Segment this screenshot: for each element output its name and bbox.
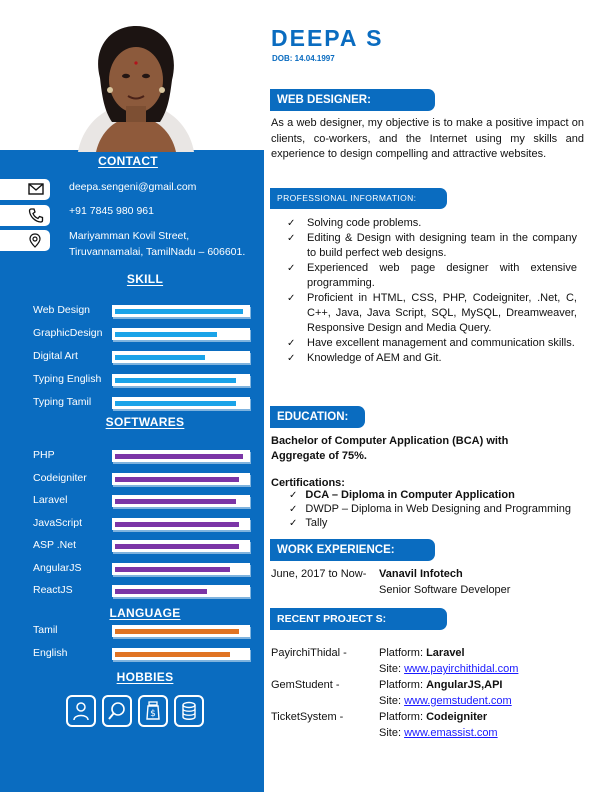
phone-icon-tab	[0, 205, 50, 226]
work-period: June, 2017 to Now-	[271, 568, 367, 580]
phone-icon	[28, 208, 44, 223]
skill-bar-fill	[115, 309, 243, 314]
sidebar	[0, 0, 264, 792]
site-link[interactable]: www.gemstudent.com	[404, 695, 512, 707]
objective-text: As a web designer, my objective is to make a positive impact on clients, co-workers, and the Internet using my skills and experience to design compelling and attractive websites.	[271, 117, 584, 160]
skill-bar-fill	[115, 355, 205, 360]
platform-value: Laravel	[426, 647, 465, 659]
project-site	[379, 727, 498, 739]
project-name: GemStudent -	[271, 679, 340, 691]
software-bar-fill	[115, 477, 239, 482]
software-bar-fill	[115, 589, 207, 594]
language-heading: LANGUAGE	[109, 606, 181, 620]
location-icon-tab	[0, 230, 50, 251]
address-line-2: Tiruvannamalai, TamilNadu – 606601.	[69, 245, 246, 258]
database-icon	[179, 701, 199, 721]
skill-label: Typing Tamil	[33, 396, 92, 408]
project-site	[379, 695, 512, 707]
project-name: TicketSystem -	[271, 711, 344, 723]
softwares-heading: SOFTWARES	[105, 415, 185, 429]
contact-address	[69, 229, 245, 260]
education-heading: EDUCATION:	[270, 406, 365, 428]
skill-bar-fill	[115, 332, 217, 337]
software-label: ASP .Net	[33, 539, 76, 551]
software-bar-fill	[115, 499, 236, 504]
skill-bar-fill	[115, 378, 236, 383]
degree-line-2: Aggregate of 75%.	[271, 450, 367, 462]
software-label: Codeigniter	[33, 471, 87, 484]
site-link[interactable]: www.payirchithidal.com	[404, 663, 519, 675]
skill-bar	[112, 351, 250, 363]
project-platform	[379, 647, 465, 659]
svg-text:$: $	[150, 709, 156, 719]
search-icon	[107, 701, 127, 721]
checkmark-icon: ✓	[289, 518, 298, 529]
work-role: Senior Software Developer	[379, 584, 511, 596]
site-label: Site:	[379, 663, 405, 675]
skill-bar	[112, 328, 250, 340]
hobby-search	[102, 695, 132, 727]
software-bar	[112, 495, 250, 507]
professional-point: ✓ Proficient in HTML, CSS, PHP, Codeigniter, .Net, C, C++, Java, Java Script, SQL, MySQL, Dreamweaver, Responsive Design and Media Query.	[287, 291, 577, 336]
language-bar	[112, 648, 250, 660]
software-bar	[112, 518, 250, 530]
work-company: Vanavil Infotech	[379, 568, 463, 580]
person-icon	[71, 701, 91, 721]
language-bar-fill	[115, 652, 230, 657]
platform-label: Platform:	[379, 647, 427, 659]
money-jar-icon	[143, 701, 163, 721]
skill-bar	[112, 374, 250, 386]
contact-email[interactable]: deepa.sengeni@gmail.com	[69, 181, 197, 193]
site-label: Site:	[379, 727, 405, 739]
professional-point: ✓ Editing & Design with designing team in the company to build perfect web designs.	[287, 231, 577, 261]
professional-heading: PROFESSIONAL INFORMATION:	[270, 188, 447, 209]
skill-label: Digital Art	[33, 350, 78, 362]
language-label: Tamil	[33, 624, 58, 636]
site-label: Site:	[379, 695, 405, 707]
skill-bar	[112, 305, 250, 317]
language-label: English	[33, 647, 68, 659]
language-bar	[112, 625, 250, 637]
profile-photo	[60, 18, 210, 152]
software-label: PHP	[33, 449, 55, 461]
hobby-money	[138, 695, 168, 727]
project-name: PayirchiThidal -	[271, 647, 347, 659]
language-bar-fill	[115, 629, 239, 634]
date-of-birth: DOB: 14.04.1997	[272, 54, 335, 63]
skill-label: GraphicDesign	[33, 327, 103, 339]
checkmark-icon: ✓	[289, 504, 298, 515]
software-label: Laravel	[33, 494, 68, 506]
skill-bar-fill	[115, 401, 236, 406]
site-link[interactable]: www.emassist.com	[404, 727, 498, 739]
skill-label: Web Design	[33, 304, 91, 316]
professional-list	[287, 216, 577, 366]
professional-point: ✓ Solving code problems.	[287, 216, 577, 231]
project-platform	[379, 679, 502, 691]
project-platform	[379, 711, 487, 723]
certification-text: DCA – Diploma in Computer Application	[305, 489, 515, 501]
platform-value: Codeigniter	[426, 711, 488, 723]
projects-heading: RECENT PROJECT S:	[270, 608, 447, 630]
platform-label: Platform:	[379, 679, 427, 691]
software-bar	[112, 540, 250, 552]
skill-heading: SKILL	[126, 272, 164, 286]
platform-label: Platform:	[379, 711, 427, 723]
email-icon-tab	[0, 179, 50, 200]
hobbies-heading: HOBBIES	[116, 670, 174, 684]
software-bar	[112, 585, 250, 597]
checkmark-icon: ✓	[289, 490, 298, 501]
software-label: JavaScript	[33, 516, 83, 529]
professional-point: ✓ Have excellent management and communication skills.	[287, 336, 577, 351]
software-bar	[112, 563, 250, 575]
contact-phone[interactable]: +91 7845 980 961	[69, 205, 154, 217]
professional-point: ✓ Experienced web page designer with extensive programming.	[287, 261, 577, 291]
certification-item	[289, 517, 327, 529]
certification-text: Tally	[305, 517, 328, 529]
work-heading: WORK EXPERIENCE:	[270, 539, 435, 561]
software-bar-fill	[115, 544, 239, 549]
certification-text: DWDP – Diploma in Web Designing and Programming	[305, 503, 571, 515]
hobby-person	[66, 695, 96, 727]
certification-item	[289, 503, 571, 515]
web-designer-heading: WEB DESIGNER:	[270, 89, 435, 111]
software-bar-fill	[115, 522, 239, 527]
project-site	[379, 663, 518, 675]
software-bar-fill	[115, 567, 230, 572]
certification-item	[289, 489, 515, 501]
software-label: AngularJS	[33, 561, 82, 574]
address-line-1: Mariyamman Kovil Street,	[69, 230, 190, 242]
professional-point: ✓ Knowledge of AEM and Git.	[287, 351, 577, 366]
contact-heading: CONTACT	[98, 154, 158, 168]
skill-label: Typing English	[33, 373, 102, 385]
software-bar	[112, 473, 250, 485]
software-bar-fill	[115, 454, 243, 459]
hobby-database	[174, 695, 204, 727]
skill-bar	[112, 397, 250, 409]
software-bar	[112, 450, 250, 462]
software-label: ReactJS	[33, 584, 73, 596]
location-pin-icon	[28, 233, 42, 248]
candidate-name: DEEPA S	[271, 25, 384, 51]
platform-value: AngularJS,API	[426, 679, 503, 691]
degree-line-1: Bachelor of Computer Application (BCA) with	[271, 435, 509, 447]
certifications-label: Certifications:	[271, 477, 345, 489]
envelope-icon	[28, 182, 44, 196]
